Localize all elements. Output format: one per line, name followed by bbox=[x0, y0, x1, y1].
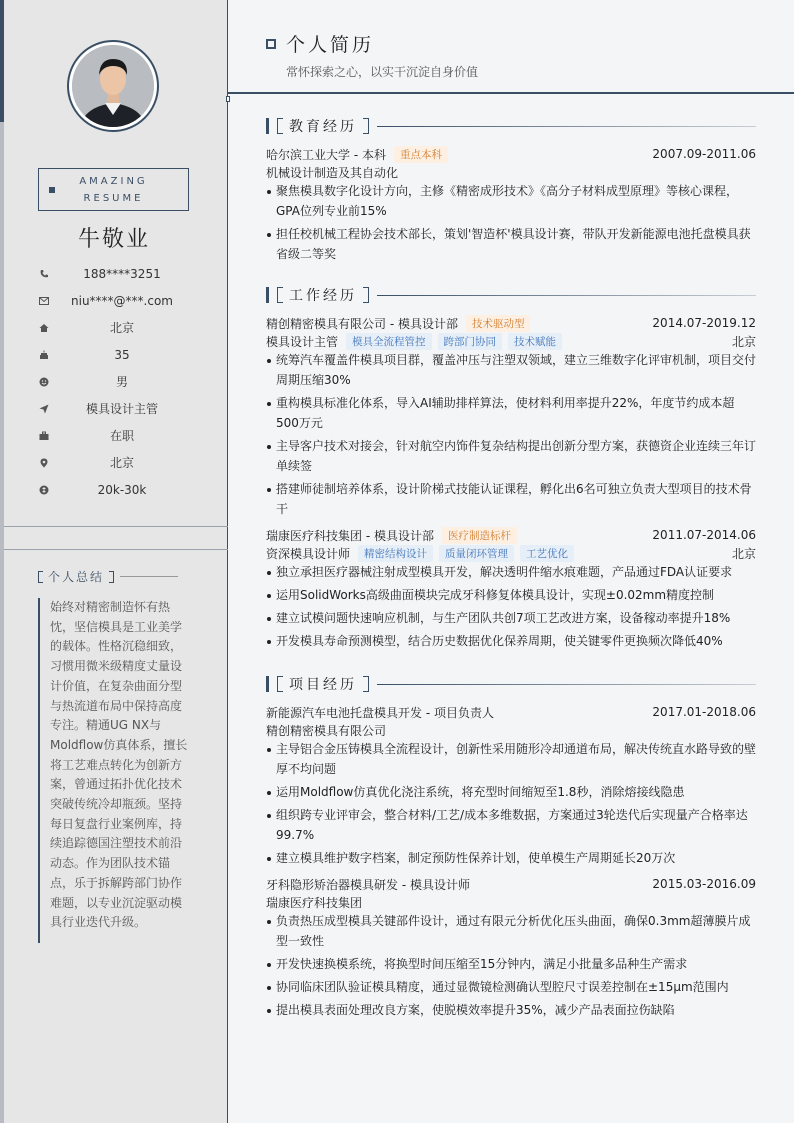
list-item: 负责热压成型模具关键部件设计，通过有限元分析优化压头曲面，确保0.3mm超薄膜片成型一致性 bbox=[266, 911, 756, 951]
position-value: 模具设计主管 bbox=[85, 402, 158, 416]
badge-square-icon bbox=[49, 187, 55, 193]
project-header-row bbox=[266, 703, 756, 721]
list-item: 运用SolidWorks高级曲面模块完成牙科修复体模具设计，实现±0.02mm精度控制 bbox=[266, 585, 756, 605]
location-value: 北京 bbox=[109, 456, 134, 470]
summary-rule bbox=[120, 576, 178, 577]
projects-heading bbox=[266, 674, 756, 694]
age-value: 35 bbox=[114, 347, 130, 362]
phone-icon bbox=[38, 268, 50, 280]
contact-salary bbox=[0, 476, 228, 503]
job-bullets bbox=[266, 350, 756, 519]
education-title: 教育经历 bbox=[289, 119, 357, 135]
list-item: 建立模具维护数字档案，制定预防性保养计划，使单模生产周期延长20万次 bbox=[266, 848, 756, 868]
list-item: 独立承担医疗器械注射成型模具开发，解决透明件缩水痕难题，产品通过FDA认证要求 bbox=[266, 562, 756, 582]
profile-photo bbox=[72, 45, 154, 127]
job-header-row bbox=[266, 314, 756, 332]
list-item: 重构模具标准化体系，导入AI辅助排样算法，使材料利用率提升22%，年度节约成本超500万元 bbox=[266, 393, 756, 433]
resume-badge bbox=[38, 168, 189, 211]
skill-tag: 技术赋能 bbox=[508, 333, 562, 350]
send-icon bbox=[38, 403, 50, 415]
list-item: 聚焦模具数字化设计方向，主修《精密成形技术》《高分子材料成型原理》等核心课程，GPA位列专业前15% bbox=[266, 181, 756, 221]
project-org-row bbox=[266, 893, 756, 911]
home-value: 北京 bbox=[109, 321, 134, 335]
education-entry bbox=[266, 145, 756, 267]
education-major: 机械设计制造及其自动化 bbox=[266, 165, 399, 180]
list-item: 搭建师徒制培养体系，设计阶梯式技能认证课程，孵化出6名可独立负责大型项目的技术骨干 bbox=[266, 479, 756, 519]
sidebar-edge-accent bbox=[0, 0, 4, 122]
contact-email bbox=[0, 287, 228, 314]
contact-age bbox=[0, 341, 228, 368]
smile-icon bbox=[38, 376, 50, 388]
job-bullets bbox=[266, 562, 756, 651]
list-item: 担任校机械工程协会技术部长，策划'智造杯'模具设计赛，带队开发新能源电池托盘模具获省级二等奖 bbox=[266, 224, 756, 264]
job-entry-1 bbox=[266, 314, 756, 522]
list-item: 建立试模问题快速响应机制，与生产团队共创7项工艺改进方案，设备稼动率提升18% bbox=[266, 608, 756, 628]
project-bullets bbox=[266, 911, 756, 1020]
gender-value: 男 bbox=[115, 375, 128, 389]
list-item: 主导铝合金压铸模具全流程设计，创新性采用随形冷却通道布局，解决传统直水路导致的壁厚不均问题 bbox=[266, 739, 756, 779]
home-icon bbox=[38, 322, 50, 334]
contact-position bbox=[0, 395, 228, 422]
education-row bbox=[266, 145, 756, 163]
project-entry-1 bbox=[266, 703, 756, 871]
project-entry-2 bbox=[266, 875, 756, 1023]
section-bar bbox=[266, 287, 269, 303]
location-icon bbox=[38, 457, 50, 469]
job-entry-2 bbox=[266, 526, 756, 654]
project-org-row bbox=[266, 721, 756, 739]
mail-icon bbox=[38, 295, 50, 307]
job-role-row bbox=[266, 332, 756, 350]
job-city: 北京 bbox=[731, 334, 756, 349]
project-date: 2015.03-2016.09 bbox=[652, 877, 756, 891]
bracket-left-icon bbox=[277, 676, 283, 692]
project-name: 新能源汽车电池托盘模具开发 - 项目负责人 bbox=[266, 705, 494, 720]
project-date: 2017.01-2018.06 bbox=[652, 705, 756, 719]
list-item: 统筹汽车覆盖件模具项目群，覆盖冲压与注塑双领域，建立三维数字化评审机制，项目交付周期压缩30% bbox=[266, 350, 756, 390]
summary-title: 个人总结 bbox=[48, 570, 105, 584]
cake-icon bbox=[38, 349, 50, 361]
job-company: 瑞康医疗科技集团 - 模具设计部 bbox=[266, 528, 434, 543]
contact-home bbox=[0, 314, 228, 341]
contact-phone bbox=[0, 260, 228, 287]
title-square-icon bbox=[266, 39, 276, 49]
project-name: 牙科隐形矫治器模具研发 - 模具设计师 bbox=[266, 877, 470, 892]
skill-tag: 模具全流程管控 bbox=[346, 333, 432, 350]
job-tag: 技术驱动型 bbox=[466, 315, 531, 332]
header-rule bbox=[228, 92, 794, 94]
header-marker bbox=[226, 96, 230, 102]
badge-line-2: RESUME bbox=[83, 192, 144, 204]
bracket-left-icon bbox=[277, 118, 283, 134]
contact-gender bbox=[0, 368, 228, 395]
education-date: 2007.09-2011.06 bbox=[652, 147, 756, 161]
projects-title: 项目经历 bbox=[289, 677, 357, 693]
contact-list bbox=[0, 260, 228, 503]
section-bar bbox=[266, 676, 269, 692]
skill-tag: 质量闭环管理 bbox=[439, 545, 514, 562]
education-bullets bbox=[266, 181, 756, 264]
avatar bbox=[67, 40, 159, 132]
badge-line-1: AMAZING bbox=[79, 175, 148, 187]
page-title bbox=[266, 30, 374, 57]
list-item: 协同临床团队验证模具精度，通过显微镜检测确认型腔尺寸误差控制在±15μm范围内 bbox=[266, 977, 756, 997]
project-org: 精创精密模具有限公司 bbox=[266, 723, 387, 738]
school-name: 哈尔滨工业大学 - 本科 bbox=[266, 147, 386, 162]
job-date: 2014.07-2019.12 bbox=[652, 316, 756, 330]
list-item: 主导客户技术对接会，针对航空内饰件复杂结构提出创新分型方案，获德资企业连续三年订单续签 bbox=[266, 436, 756, 476]
summary-text: 始终对精密制造怀有热忱，坚信模具是工业美学的载体。性格沉稳细致，习惯用微米级精度丈量设计价值，在复杂曲面分型与热流道布局中保持高度专注。精通UG NX与Moldflow仿真体系，擅长将工艺难点转化为创新方案，曾通过拓扑优化技术突破传统冷却瓶颈。坚持每日复盘行业案例库，持续追踪德国注塑技术前沿动态。作为团队技术锚点，乐于拆解跨部门协作难题，以专业沉淀驱动模具行业迭代升级。 bbox=[38, 598, 188, 943]
work-title: 工作经历 bbox=[289, 288, 357, 304]
project-header-row bbox=[266, 875, 756, 893]
bracket-right-icon bbox=[363, 118, 369, 134]
sidebar bbox=[0, 0, 228, 1123]
job-date: 2011.07-2014.06 bbox=[652, 528, 756, 542]
salary-value: 20k-30k bbox=[97, 482, 147, 497]
person-name: 牛敬业 bbox=[77, 227, 150, 252]
briefcase-icon bbox=[38, 430, 50, 442]
skill-tag: 跨部门协同 bbox=[438, 333, 503, 350]
sidebar-divider-1 bbox=[4, 526, 228, 527]
bracket-right-icon bbox=[363, 287, 369, 303]
education-heading bbox=[266, 116, 756, 136]
bracket-left-icon bbox=[277, 287, 283, 303]
section-rule bbox=[377, 684, 756, 685]
job-header-row bbox=[266, 526, 756, 544]
list-item: 开发快速换模系统，将换型时间压缩至15分钟内，满足小批量多品种生产需求 bbox=[266, 954, 756, 974]
contact-status bbox=[0, 422, 228, 449]
education-tag: 重点本科 bbox=[394, 146, 448, 163]
bracket-right-icon bbox=[363, 676, 369, 692]
section-rule bbox=[377, 295, 756, 296]
status-value: 在职 bbox=[109, 429, 134, 443]
job-role: 模具设计主管 bbox=[266, 334, 339, 349]
skill-tag: 精密结构设计 bbox=[358, 545, 433, 562]
list-item: 开发模具寿命预测模型，结合历史数据优化保养周期，使关键零件更换频次降低40% bbox=[266, 631, 756, 651]
bracket-right-icon bbox=[109, 571, 114, 583]
education-major-row bbox=[266, 163, 756, 181]
salary-icon bbox=[38, 484, 50, 496]
email-value: niu****@***.com bbox=[71, 293, 173, 308]
phone-value: 188****3251 bbox=[83, 266, 161, 281]
list-item: 提出模具表面处理改良方案，使脱模效率提升35%，减少产品表面拉伤缺陷 bbox=[266, 1000, 756, 1020]
job-company: 精创精密模具有限公司 - 模具设计部 bbox=[266, 316, 458, 331]
list-item: 运用Moldflow仿真优化浇注系统，将充型时间缩短至1.8秒，消除熔接线隐患 bbox=[266, 782, 756, 802]
job-role-row bbox=[266, 544, 756, 562]
bracket-left-icon bbox=[38, 571, 43, 583]
work-heading bbox=[266, 285, 756, 305]
project-bullets bbox=[266, 739, 756, 868]
job-tag: 医疗制造标杆 bbox=[442, 527, 517, 544]
skill-tag: 工艺优化 bbox=[520, 545, 574, 562]
section-bar bbox=[266, 118, 269, 134]
job-city: 北京 bbox=[731, 546, 756, 561]
section-rule bbox=[377, 126, 756, 127]
list-item: 组织跨专业评审会，整合材料/工艺/成本多维数据，方案通过3轮迭代后实现量产合格率达99.7% bbox=[266, 805, 756, 845]
page-title-text: 个人简历 bbox=[286, 34, 375, 56]
job-role: 资深模具设计师 bbox=[266, 546, 351, 561]
summary-heading bbox=[38, 568, 178, 585]
project-org: 瑞康医疗科技集团 bbox=[266, 895, 363, 910]
contact-location bbox=[0, 449, 228, 476]
sidebar-edge bbox=[0, 0, 4, 1123]
page-subtitle: 常怀探索之心，以实干沉淀自身价值 bbox=[286, 65, 479, 79]
sidebar-divider-2 bbox=[4, 549, 228, 550]
